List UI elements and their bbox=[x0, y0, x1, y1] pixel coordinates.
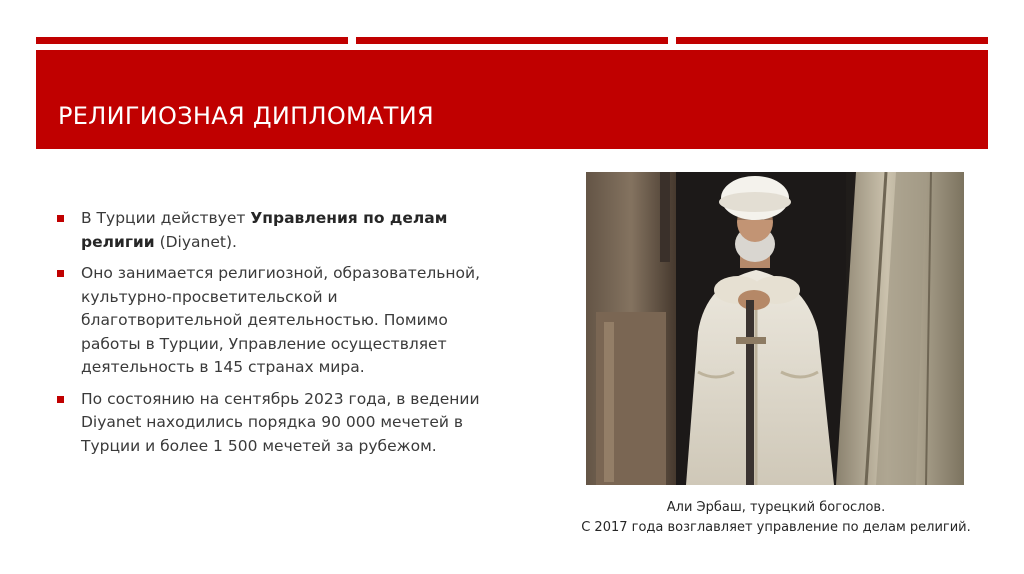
title-band bbox=[36, 50, 988, 149]
bullet-text-bold: Управления по делам религии bbox=[81, 209, 448, 251]
bullet-text: По состоянию на сентябрь 2023 года, в ведении Diyanet находились порядка 90 000 мечетей в Турции и более 1 500 мечетей за рубежом. bbox=[81, 389, 480, 455]
bullet-list bbox=[57, 207, 497, 466]
bullet-item-diyanet bbox=[57, 207, 497, 254]
portrait-illustration bbox=[586, 172, 964, 485]
bullet-text-pre: В Турции действует bbox=[81, 209, 251, 227]
square-bullet-icon bbox=[57, 396, 64, 403]
caption-line-2: С 2017 года возглавляет управление по делам религий. bbox=[581, 520, 971, 535]
photo-ali-erbas bbox=[586, 172, 964, 485]
photo-caption bbox=[560, 498, 992, 538]
decorative-top-bar-left bbox=[36, 37, 348, 44]
decorative-top-bar-center bbox=[356, 37, 668, 44]
caption-line-1: Али Эрбаш, турецкий богослов. bbox=[666, 500, 886, 515]
bullet-item-activities bbox=[57, 262, 497, 380]
bullet-text: Оно занимается религиозной, образовательной, культурно-просветительской и благотворительной деятельностью. Помимо работы в Турции, Управление осуществляет деятельность в 145 странах мира. bbox=[81, 264, 481, 376]
bullet-text-post: (Diyanet). bbox=[154, 232, 237, 251]
bullet-item-mosques bbox=[57, 388, 497, 459]
slide-title: РЕЛИГИОЗНАЯ ДИПЛОМАТИЯ bbox=[58, 102, 434, 130]
square-bullet-icon bbox=[57, 215, 64, 222]
square-bullet-icon bbox=[57, 270, 64, 277]
decorative-top-bar-right bbox=[676, 37, 988, 44]
